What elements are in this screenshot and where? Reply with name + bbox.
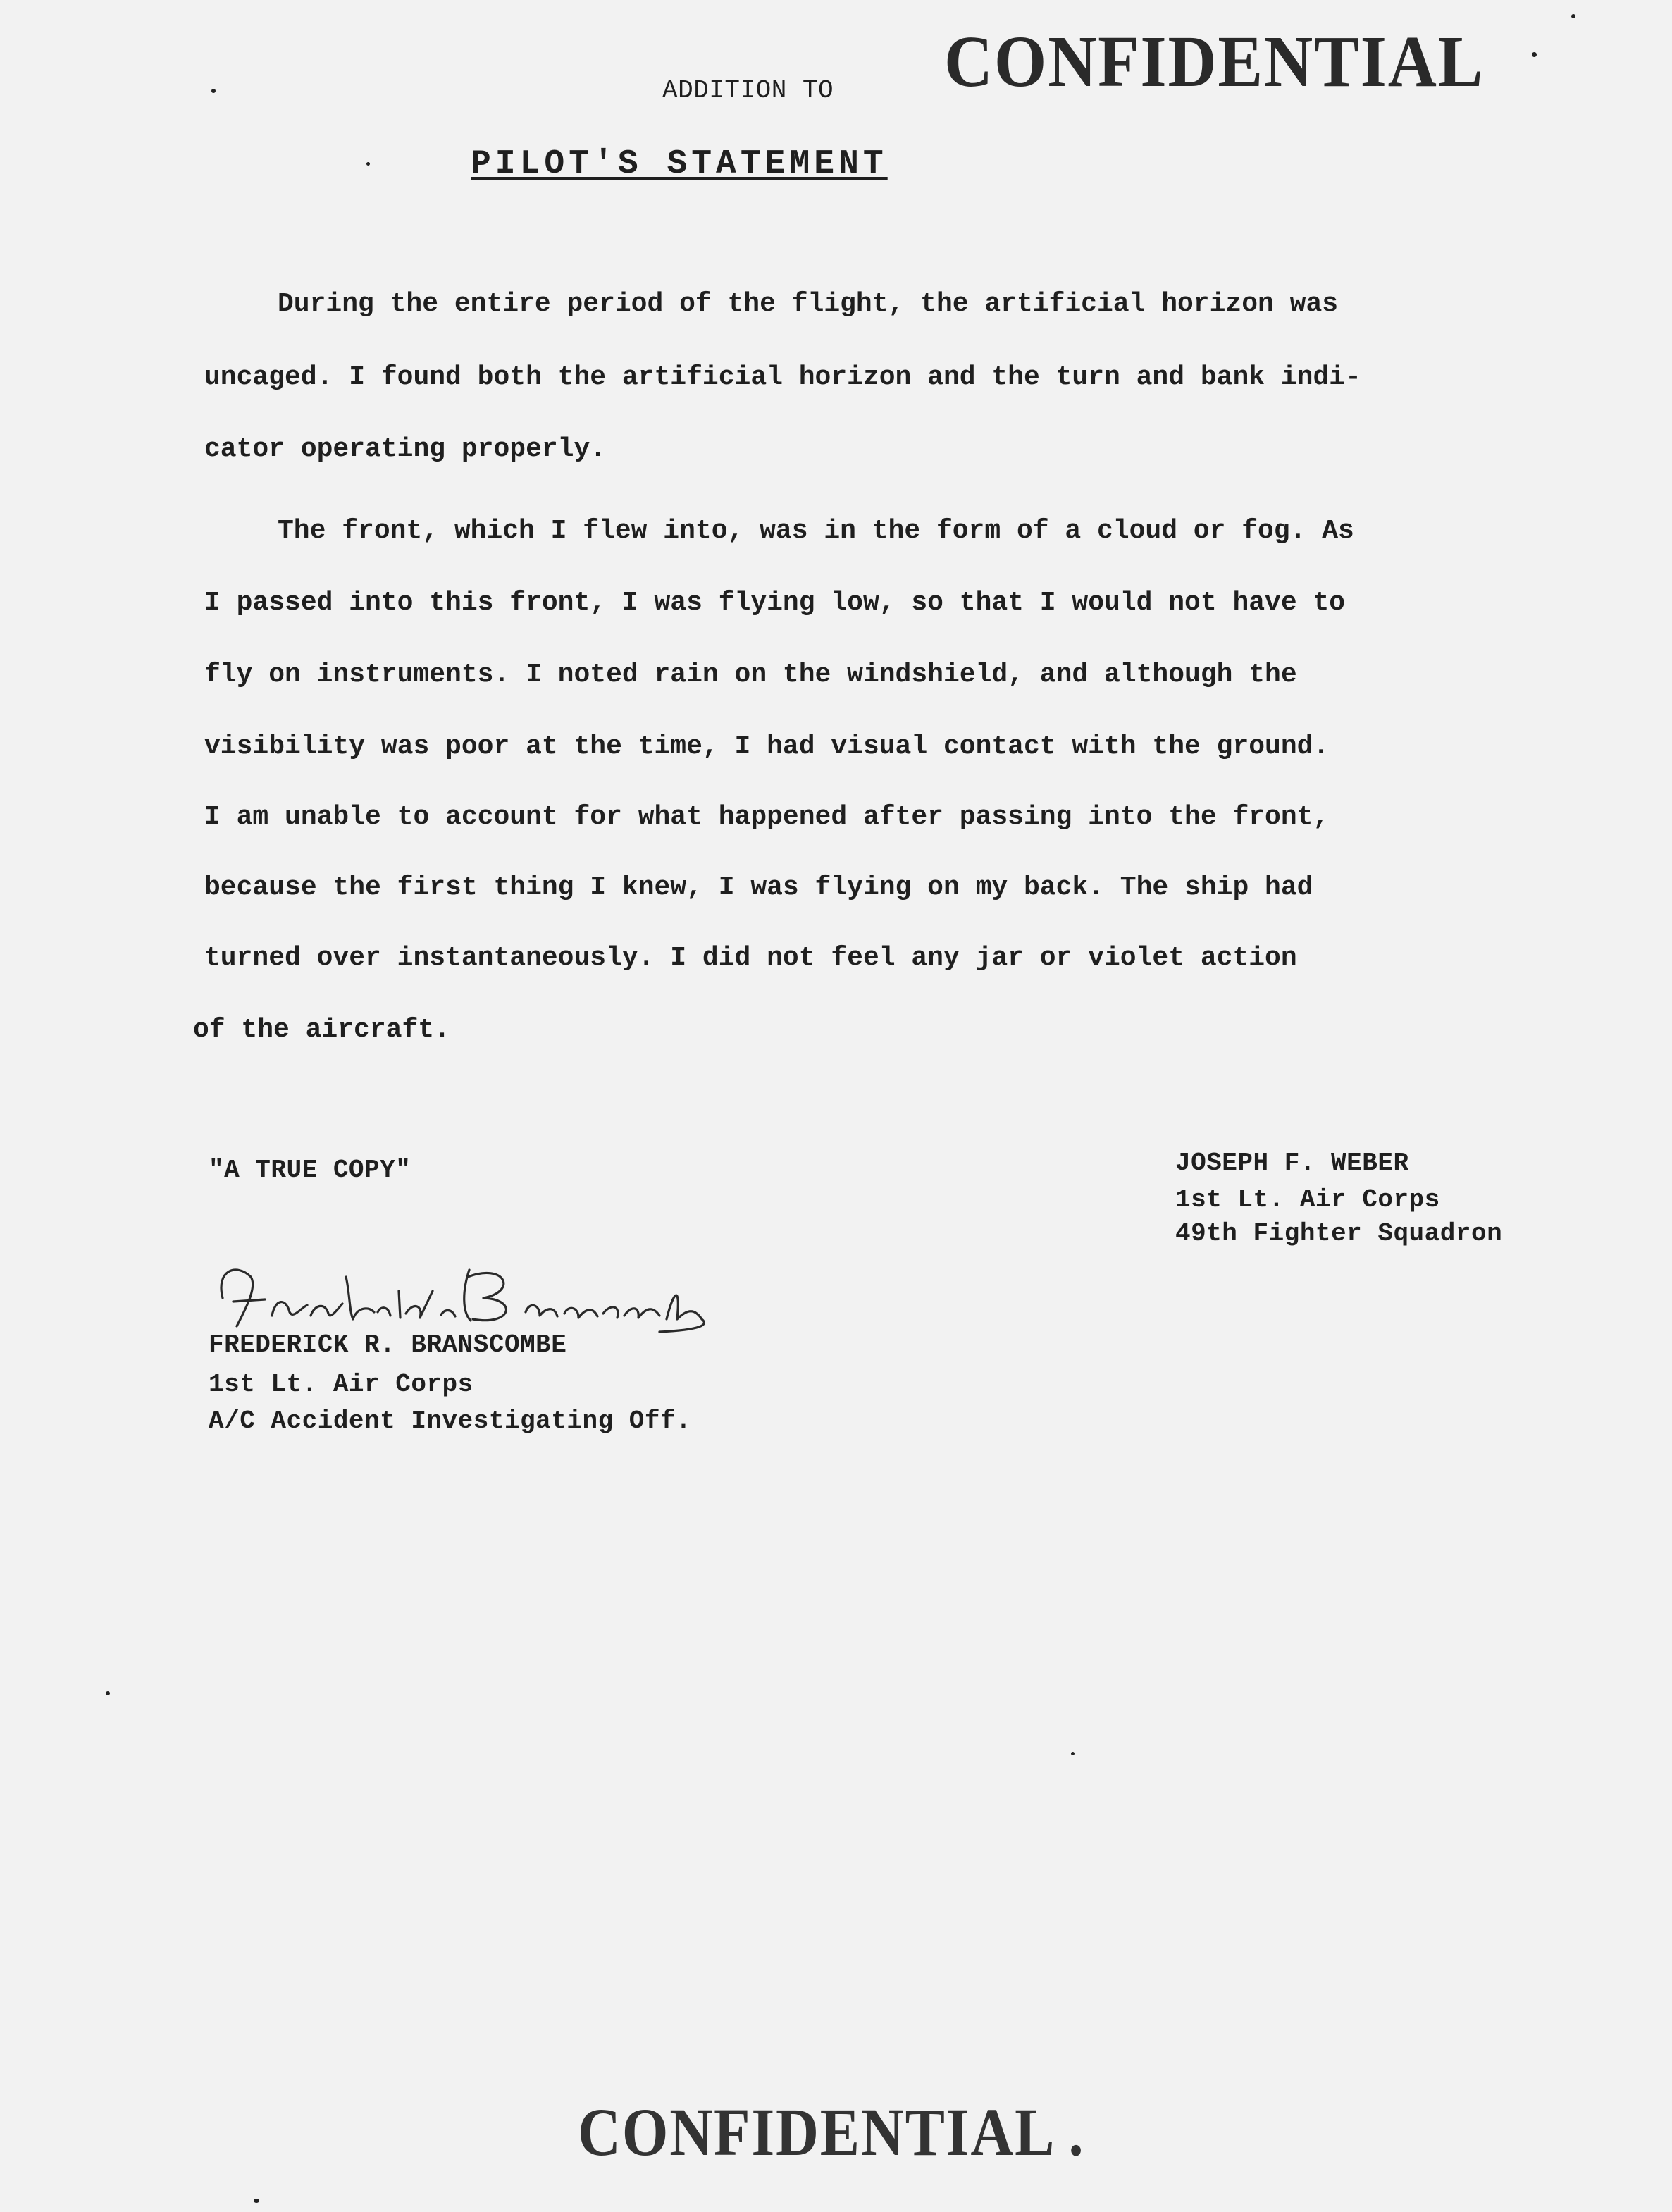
text-line: of the aircraft. [193, 1015, 450, 1045]
text-line: fly on instruments. I noted rain on the windshield, and although the [204, 660, 1297, 690]
text-line: cator operating properly. [204, 434, 607, 464]
scan-speck [1571, 14, 1575, 18]
text-line: During the entire period of the flight, the artificial horizon was [278, 289, 1339, 319]
pilot-unit: 49th Fighter Squadron [1175, 1219, 1503, 1248]
investigator-name: FREDERICK R. BRANSCOMBE [209, 1330, 567, 1359]
addition-label: ADDITION TO [662, 76, 834, 105]
scan-speck [211, 89, 216, 93]
confidential-stamp-top: CONFIDENTIAL [944, 21, 1485, 102]
text-line: turned over instantaneously. I did not feel any jar or violet action [204, 943, 1297, 973]
text-line: I am unable to account for what happened after passing into the front, [204, 802, 1330, 832]
text-line: uncaged. I found both the artificial horizon and the turn and bank indi- [204, 362, 1361, 393]
text-line: visibility was poor at the time, I had visual contact with the ground. [204, 731, 1330, 762]
confidential-stamp-bottom: CONFIDENTIAL . [578, 2094, 1085, 2170]
scan-speck [1071, 1752, 1075, 1755]
scan-speck [366, 162, 370, 166]
document-title: PILOT'S STATEMENT [471, 145, 888, 183]
investigator-title: A/C Accident Investigating Off. [209, 1407, 692, 1435]
investigator-rank: 1st Lt. Air Corps [209, 1370, 473, 1399]
scan-speck [254, 2199, 259, 2203]
text-line: because the first thing I knew, I was flying on my back. The ship had [204, 872, 1313, 903]
true-copy-label: "A TRUE COPY" [209, 1156, 411, 1185]
handwritten-signature [209, 1249, 716, 1340]
text-line: I passed into this front, I was flying low, so that I would not have to [204, 588, 1346, 618]
scan-speck [1532, 52, 1537, 57]
pilot-name: JOSEPH F. WEBER [1175, 1149, 1409, 1178]
text-line: The front, which I flew into, was in the form of a cloud or fog. As [278, 516, 1354, 546]
pilot-rank: 1st Lt. Air Corps [1175, 1185, 1440, 1214]
scan-speck [106, 1691, 110, 1695]
